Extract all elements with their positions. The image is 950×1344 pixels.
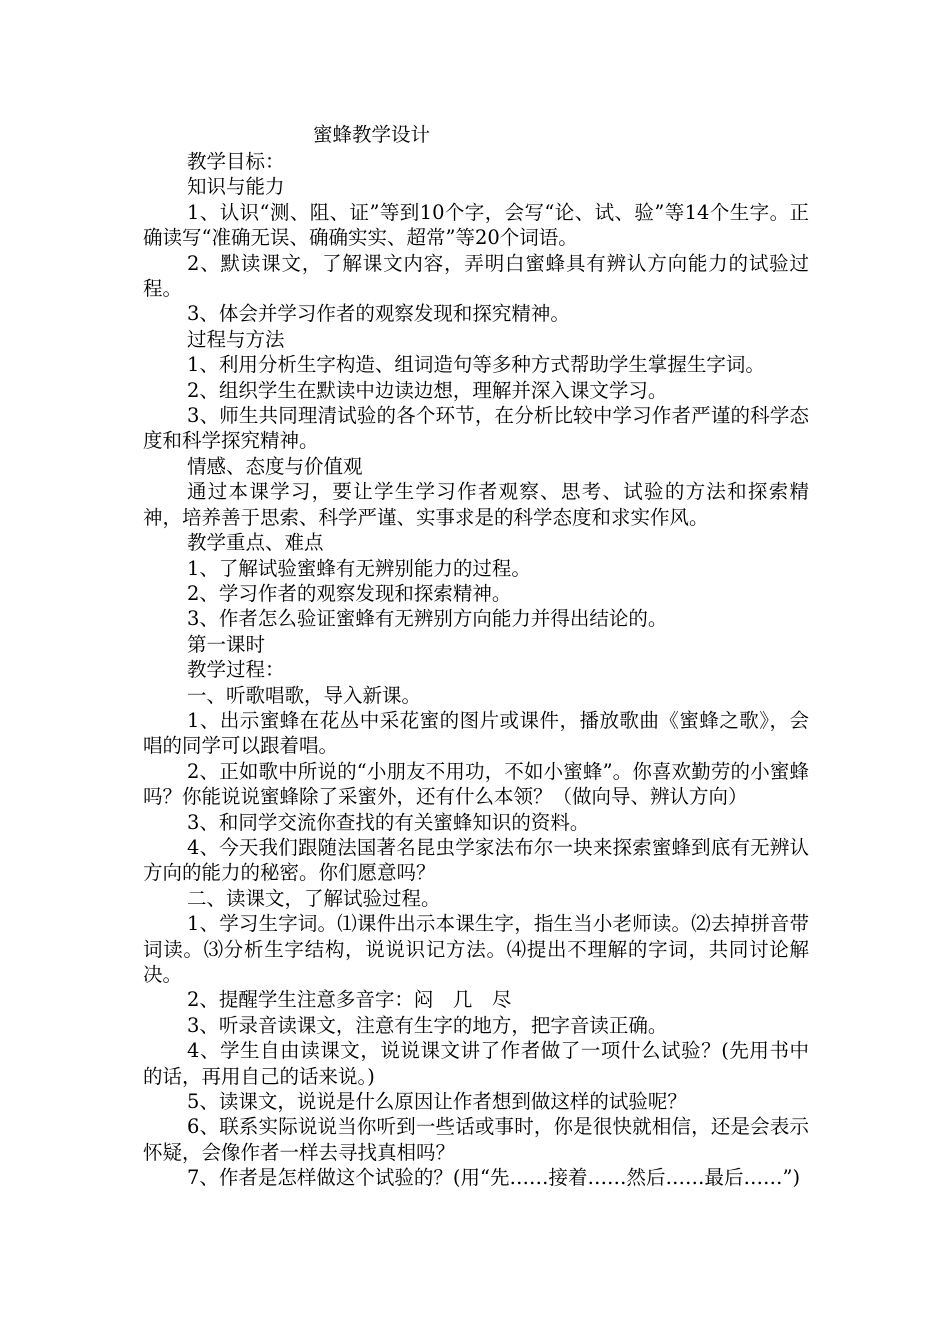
paragraph: 1、利用分析生字构造、组词造句等多种方式帮助学生掌握生字词。 [187,353,765,377]
paragraph: 3、听录音读课文，注意有生字的地方，把字音读正确。 [187,1013,668,1037]
paragraph: 1、认识“测、阻、证”等到10个字，会写“论、试、验”等14个生字。正确读写“准确无误、确确实实、超常”等20个词语。 [143,200,809,250]
paragraph: 7、作者是怎样做这个试验的？(用“先……接着……然后……最后……”) [187,1166,801,1190]
paragraph: 2、组织学生在默读中边读边想，理解并深入课文学习。 [187,378,668,402]
paragraph: 3、作者怎么验证蜜蜂有无辨别方向能力并得出结论的。 [187,607,668,631]
paragraph: 通过本课学习，要让学生学习作者观察、思考、试验的方法和探索精神，培养善于思索、科学严谨、实事求是的科学态度和求实作风。 [143,480,809,529]
paragraph: 6、联系实际说说当你听到一些话或事时，你是很快就相信，还是会表示怀疑，会像作者一样去寻找真相吗？ [143,1115,809,1164]
paragraph: 教学目标： [187,150,285,173]
paragraph: 3、体会并学习作者的观察发现和探究精神。 [187,302,570,326]
paragraph: 3、和同学交流你查找的有关蜜蜂知识的资料。 [187,810,590,834]
paragraph: 第一课时 [187,632,266,656]
paragraph: 情感、态度与价值观 [187,454,363,478]
paragraph: 2、学习作者的观察发现和探索精神。 [187,581,512,605]
paragraph: 2、正如歌中所说的“小朋友不用功，不如小蜜蜂”。你喜欢勤劳的小蜜蜂吗？你能说说蜜蜂除了采蜜外，还有什么本领？（做向导、辨认方向） [143,759,809,809]
document-title: 蜜蜂教学设计 [313,123,431,146]
paragraph: 5、读课文，说说是什么原因让作者想到做这样的试验呢？ [187,1090,687,1114]
paragraph: 1、出示蜜蜂在花丛中采花蜜的图片或课件，播放歌曲《蜜蜂之歌》，会唱的同学可以跟着唱。 [143,708,809,758]
paragraph: 教学重点、难点 [187,531,324,555]
paragraph: 2、提醒学生注意多音字：闷 几 尽 [187,988,512,1012]
document-page [143,121,809,1191]
paragraph: 过程与方法 [187,327,285,351]
paragraph: 4、今天我们跟随法国著名昆虫学家法布尔一块来探索蜜蜂到底有无辨认方向的能力的秘密。你们愿意吗？ [143,835,809,885]
paragraph: 1、学习生字词。⑴课件出示本课生字，指生当小老师读。⑵去掉拼音带词读。⑶分析生字结构，说说识记方法。⑷提出不理解的字词，共同讨论解决。 [143,912,809,986]
paragraph: 4、学生自由读课文，说说课文讲了作者做了一项什么试验？(先用书中的话，再用自己的话来说。) [143,1039,809,1088]
paragraph: 一、听歌唱歌，导入新课。 [187,683,422,707]
paragraph: 1、了解试验蜜蜂有无辨别能力的过程。 [187,556,531,580]
paragraph: 教学过程： [187,658,285,682]
paragraph: 2、默读课文，了解课文内容，弄明白蜜蜂具有辨认方向能力的试验过程。 [143,251,809,301]
paragraph: 二、读课文，了解试验过程。 [187,886,441,910]
paragraph: 3、师生共同理清试验的各个环节，在分析比较中学习作者严谨的科学态度和科学探究精神。 [143,404,809,453]
paragraph: 知识与能力 [187,175,285,199]
